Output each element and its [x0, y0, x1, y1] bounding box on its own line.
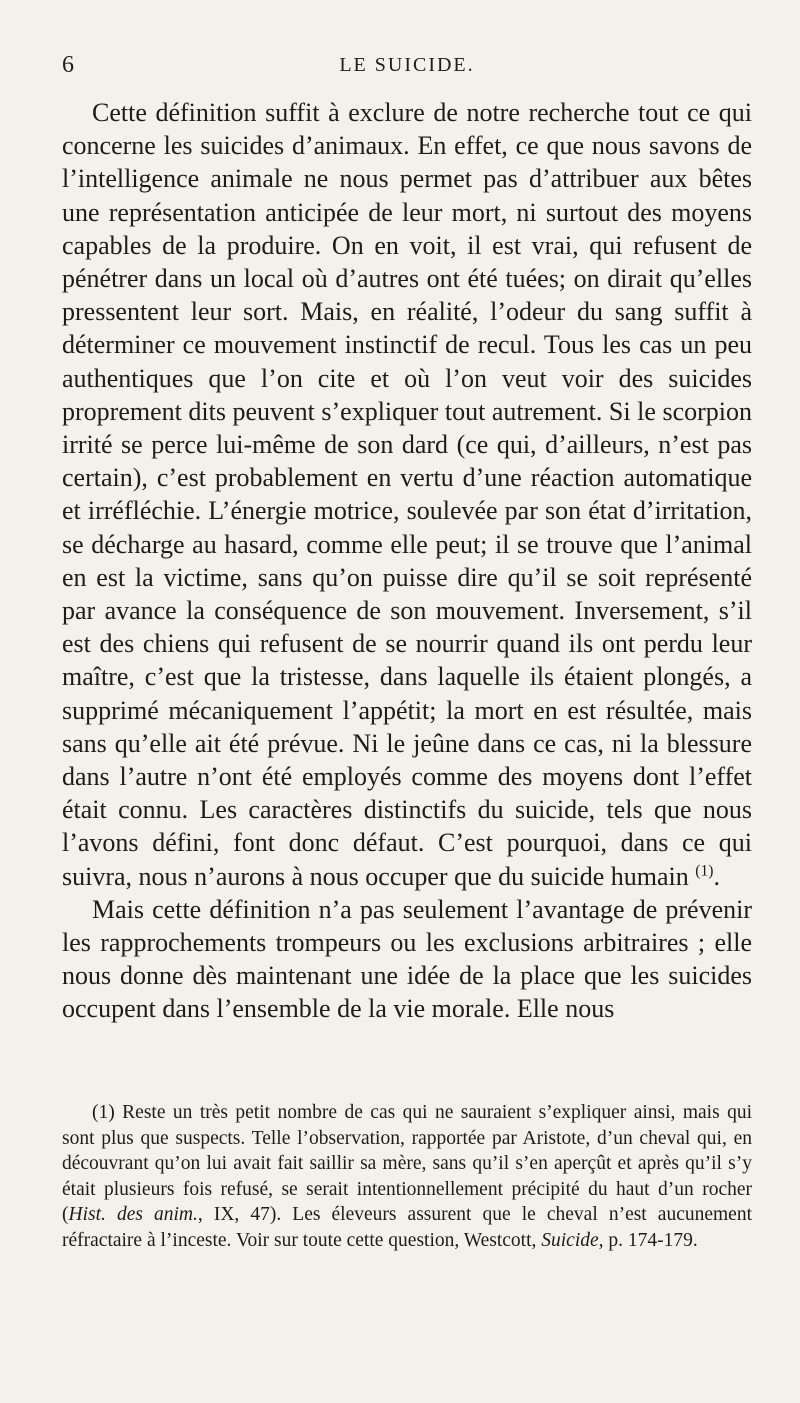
footnote-text-part: , p. 174-179.	[598, 1229, 698, 1251]
paragraph-text: Mais cette définition n’a pas seulement l’avantage de prévenir les rapprochements trompeurs ou les exclusions arbitraires ; elle nous donne dès maintenant une idée de la place que les suicides occupent dans l’ensemble de la vie morale. Elle nous	[62, 894, 752, 1024]
footnote-text	[62, 1100, 752, 1254]
cited-title: Suicide	[541, 1229, 599, 1251]
paragraph	[62, 96, 752, 893]
paragraph	[62, 893, 752, 1026]
footnote-text-part: , IX, 47). Les éleveurs assurent que le cheval n’est aucunement réfractaire à l’inceste. Voir sur toute cette question, Westcott,	[62, 1204, 753, 1251]
paragraph-text: Cette définition suffit à exclure de notre recherche tout ce qui concerne les suicides d’animaux. En effet, ce que nous savons de l’intelligence animale ne nous permet pas d’attribuer aux bêtes une représentation anticipée de leur mort, ni surtout des moyens capables de la produire. On en voit, il est vrai, qui refusent de pénétrer dans un local où d’autres ont été tuées; on dirait qu’elles pressentent leur sort. Mais, en réalité, l’odeur du sang suffit à déterminer ce mouvement instinctif de recul. Tous les cas un peu authentiques que l’on cite et où l’on veut voir des suicides proprement dits peuvent s’expliquer tout autrement. Si le scorpion irrité se perce lui-même de son dard (ce qui, d’ailleurs, n’est pas certain), c’est probablement en vertu d’une réaction automatique et irréfléchie. L’énergie motrice, soulevée par son état d’irritation, se décharge au hasard, comme elle peut; il se trouve que l’animal en est la victime, sans qu’on puisse dire qu’il se soit représenté par avance la conséquence de son mouvement. Inversement, s’il est des chiens qui refusent de se nourrir quand ils ont perdu leur maître, c’est que la tristesse, dans laquelle ils étaient plongés, a supprimé mécaniquement l’appétit; la mort en est résultée, mais sans qu’elle ait été prévue. Ni le jeûne dans ce cas, ni la blessure dans l’autre n’ont été employés comme des moyens dont l’effet était connu. Les caractères distinctifs du suicide, tels que nous l’avons défini, font donc défaut. C’est pourquoi, dans ce qui suivra, nous n’aurons à nous occuper que du suicide humain	[62, 98, 752, 891]
paragraph-end: .	[713, 861, 720, 891]
running-head	[62, 52, 752, 82]
body-text	[62, 96, 752, 1026]
footnote-reference: (1)	[695, 862, 714, 880]
footnote	[62, 1100, 752, 1254]
cited-title: Hist. des anim.	[68, 1204, 198, 1226]
page-number: 6	[62, 52, 75, 78]
footnote-marker: (1)	[92, 1102, 115, 1123]
running-title: LE SUICIDE.	[339, 54, 475, 76]
footnote-text-part: Reste un très petit nombre de cas qui ne sauraient s’expliquer ainsi, mais qui sont plus que suspects. Telle l’observation, rapportée par Aristote, d’un cheval qui, en découvrant qu’on lui avait fait saillir sa mère, sans qu’il s’en aperçût et après qu’il s’y était plusieurs fois refusé, se serait intentionnellement précipité du haut d’un rocher (	[62, 1102, 752, 1226]
